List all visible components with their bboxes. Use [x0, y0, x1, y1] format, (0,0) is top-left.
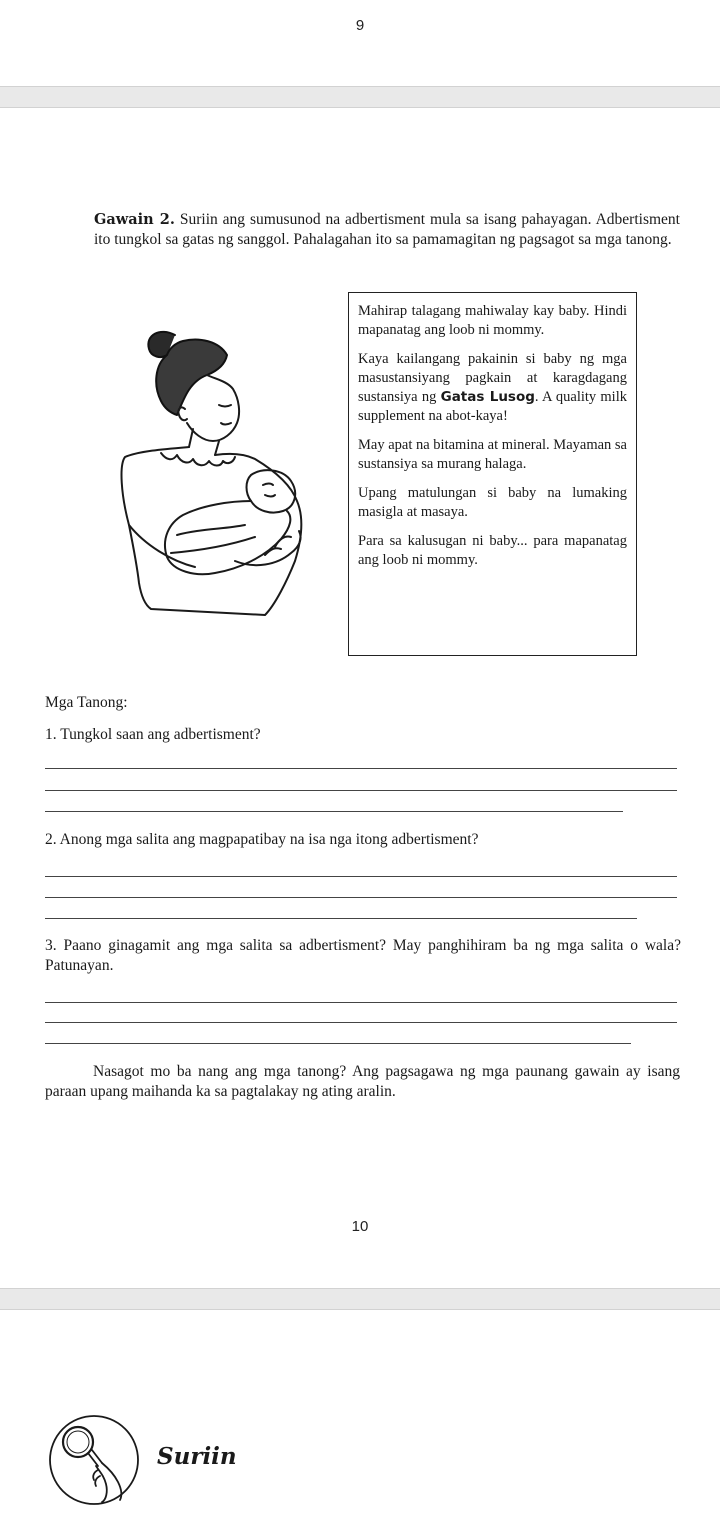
answer-line: [45, 811, 623, 812]
page-separator: [0, 86, 720, 108]
answer-line: [45, 790, 677, 791]
advertisement-box: [348, 292, 637, 656]
section-title-suriin: Suriin: [157, 1443, 237, 1470]
question-3: 3. Paano ginagamit ang mga salita sa adbertisment? May panghihiram ba ng mga salita o wala? Patunayan.: [45, 937, 681, 974]
answer-line: [45, 897, 677, 898]
ad-paragraph-5: Para sa kalusugan ni baby... para mapanatag ang loob ni mommy.: [358, 533, 627, 568]
page-number-bottom: 10: [351, 1218, 369, 1235]
page-separator: [0, 1288, 720, 1310]
mother-baby-illustration: [115, 325, 325, 625]
questions-heading: Mga Tanong:: [45, 694, 128, 711]
ad-paragraph-4: Upang matulungan si baby na lumaking masigla at masaya.: [358, 485, 627, 520]
ad-paragraph-1: Mahirap talagang mahiwalay kay baby. Hindi mapanatag ang loob ni mommy.: [358, 303, 627, 338]
page-number-top: 9: [355, 17, 365, 34]
answer-line: [45, 876, 677, 877]
ad-paragraph-2-text: Kaya kailangang pakainin si baby ng mga masustansiyang pagkain at karagdagang sustansiya ng: [358, 351, 627, 405]
ad-paragraph-2-tail: . A quality milk supplement na abot-kaya!: [358, 389, 627, 424]
question-1: 1. Tungkol saan ang adbertisment?: [45, 726, 261, 743]
ad-paragraph-3: May apat na bitamina at mineral. Mayaman sa sustansiya sa murang halaga.: [358, 437, 627, 472]
answer-line: [45, 1022, 677, 1023]
gawain-label: Gawain 2.: [94, 211, 175, 228]
question-2: 2. Anong mga salita ang magpapatibay na isa nga itong adbertisment?: [45, 831, 479, 848]
ad-paragraph-2: [358, 350, 627, 426]
magnifying-glass-hand-icon: [48, 1414, 140, 1506]
gawain-instructions-text: Suriin ang sumusunod na adbertisment mula sa isang pahayagan. Adbertisment ito tungkol sa gatas ng sanggol. Pahalagahan ito sa pamamagitan ng pagsagot sa mga tanong.: [94, 211, 680, 248]
answer-line: [45, 1002, 677, 1003]
ad-brand-name: Gatas Lusog: [440, 389, 535, 405]
answer-line: [45, 768, 677, 769]
answer-line: [45, 918, 637, 919]
answer-line: [45, 1043, 631, 1044]
gawain-instructions: [94, 210, 680, 250]
closing-paragraph: Nasagot mo ba nang ang mga tanong? Ang pagsagawa ng mga paunang gawain ay isang paraan upang maihanda ka sa pagtalakay ng ating aralin.: [45, 1063, 680, 1100]
